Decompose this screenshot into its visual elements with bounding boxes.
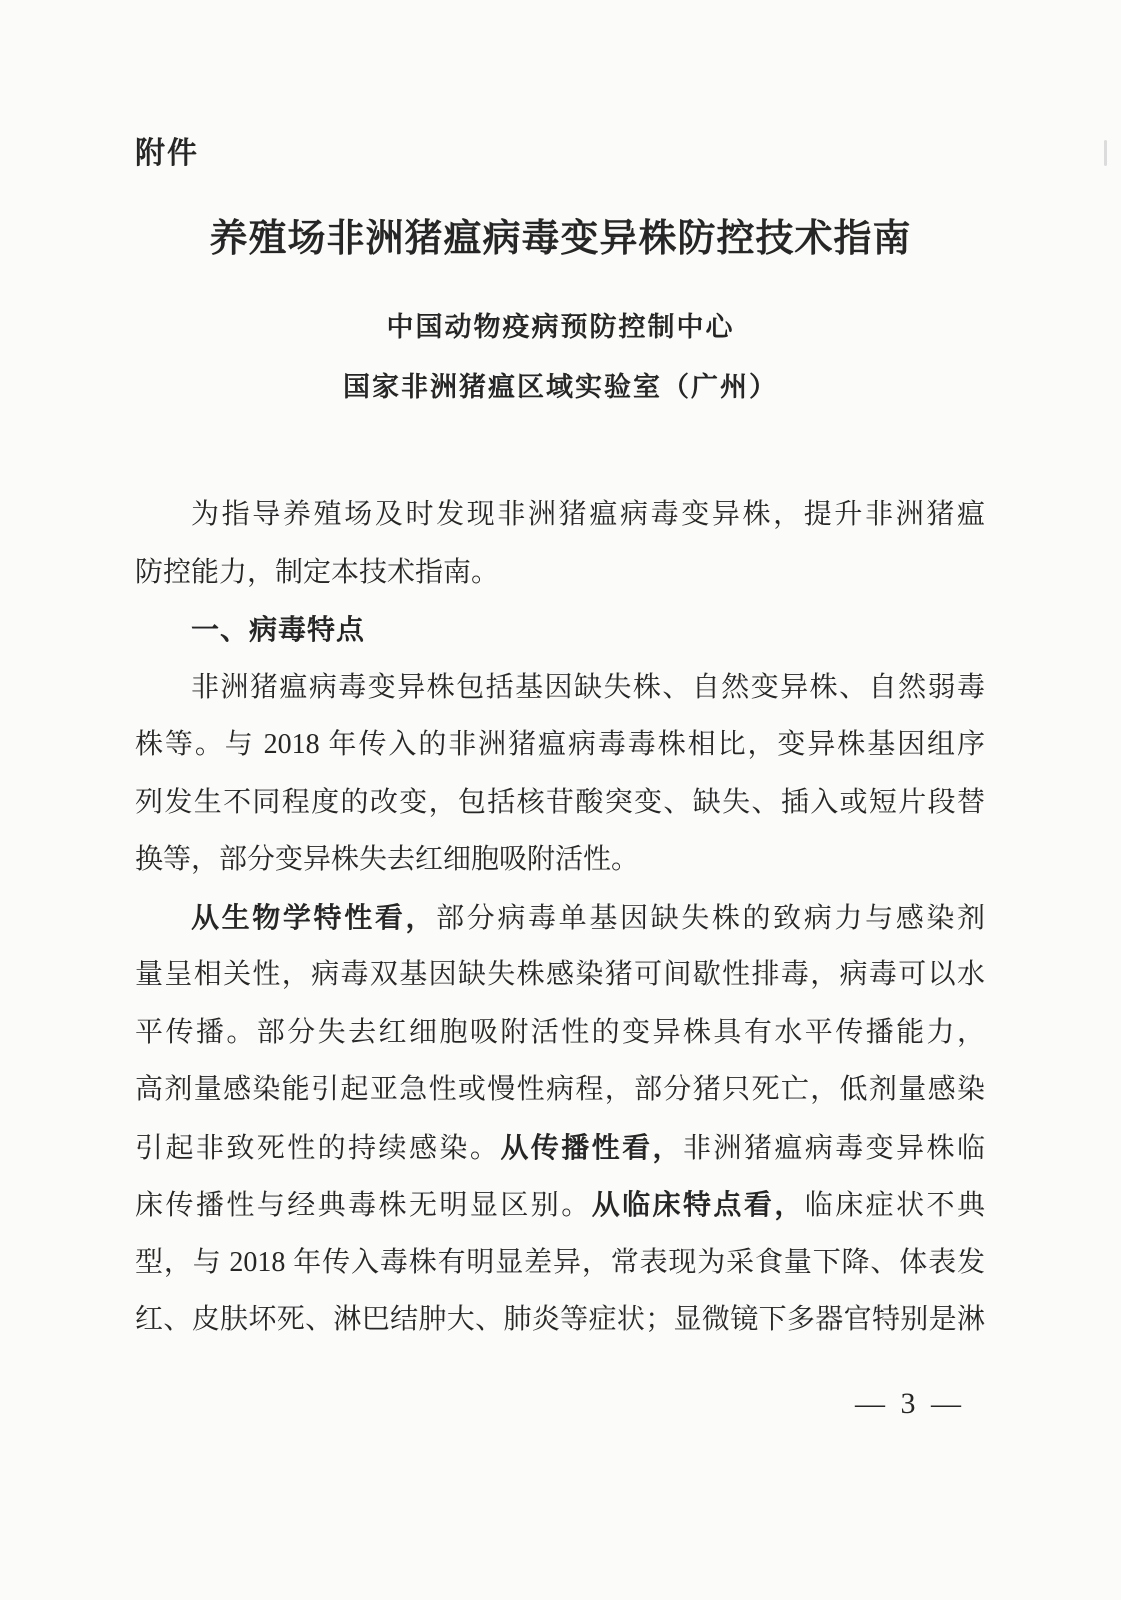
text-line [135, 831, 985, 889]
bold-emphasis: 从临床特点看， [591, 1189, 805, 1220]
scan-artifact [1104, 140, 1107, 166]
text-line [135, 716, 985, 774]
page-number: — 3 — [855, 1387, 965, 1420]
text-segment: 型，与 2018 年传入毒株有明显差异，常表现为采食量下降、体表发 [135, 1246, 985, 1278]
text-segment: 平传播。部分失去红细胞吸附活性的变异株具有水平传播能力， [135, 1016, 985, 1048]
text-segment: 量呈相关性，病毒双基因缺失株感染猪可间歇性排毒，病毒可以水 [135, 959, 985, 990]
org-line-1: 中国动物疫病预防控制中心 [386, 312, 735, 342]
text-line [135, 889, 985, 947]
bold-emphasis: 从生物学特性看， [191, 901, 437, 933]
document-body [135, 486, 985, 1349]
text-segment: 列发生不同程度的改变，包括核苷酸突变、缺失、插入或短片段替 [135, 786, 985, 818]
text-line [135, 1061, 985, 1119]
text-segment: 临床症状不典 [804, 1190, 985, 1221]
attachment-label: 附件 [135, 137, 199, 170]
text-line [135, 1176, 985, 1234]
text-line [135, 659, 985, 717]
text-line [135, 544, 985, 602]
org-line-2: 国家非洲猪瘟区域实验室（广州） [343, 372, 778, 402]
section-heading: 一、病毒特点 [191, 614, 366, 645]
text-segment: 部分病毒单基因缺失株的致病力与感染剂 [436, 902, 985, 934]
text-line [135, 1004, 985, 1062]
text-segment: 高剂量感染能引起亚急性或慢性病程，部分猪只死亡，低剂量感染 [135, 1074, 985, 1105]
bold-emphasis: 从传播性看， [500, 1131, 683, 1163]
text-line [135, 946, 985, 1004]
text-line [135, 1291, 985, 1349]
text-segment: 换等，部分变异株失去红细胞吸附活性。 [135, 844, 640, 875]
document-title: 养殖场非洲猪瘟病毒变异株防控技术指南 [209, 218, 912, 260]
text-line [135, 1234, 985, 1292]
text-segment: 红、皮肤坏死、淋巴结肿大、肺炎等症状；显微镜下多器官特别是淋 [135, 1304, 985, 1335]
text-segment: 为指导养殖场及时发现非洲猪瘟病毒变异株，提升非洲猪瘟 [191, 499, 985, 530]
text-line [135, 774, 985, 832]
text-segment: 非洲猪瘟病毒变异株临 [683, 1132, 985, 1164]
text-segment: 株等。与 2018 年传入的非洲猪瘟病毒毒株相比，变异株基因组序 [135, 729, 985, 760]
text-segment: 床传播性与经典毒株无明显区别。 [135, 1190, 592, 1221]
text-segment: 防控能力，制定本技术指南。 [135, 556, 500, 588]
text-segment: 引起非致死性的持续感染。 [135, 1132, 501, 1164]
text-line [135, 486, 985, 544]
text-line [135, 1119, 985, 1177]
text-segment: 非洲猪瘟病毒变异株包括基因缺失株、自然变异株、自然弱毒 [191, 671, 985, 703]
